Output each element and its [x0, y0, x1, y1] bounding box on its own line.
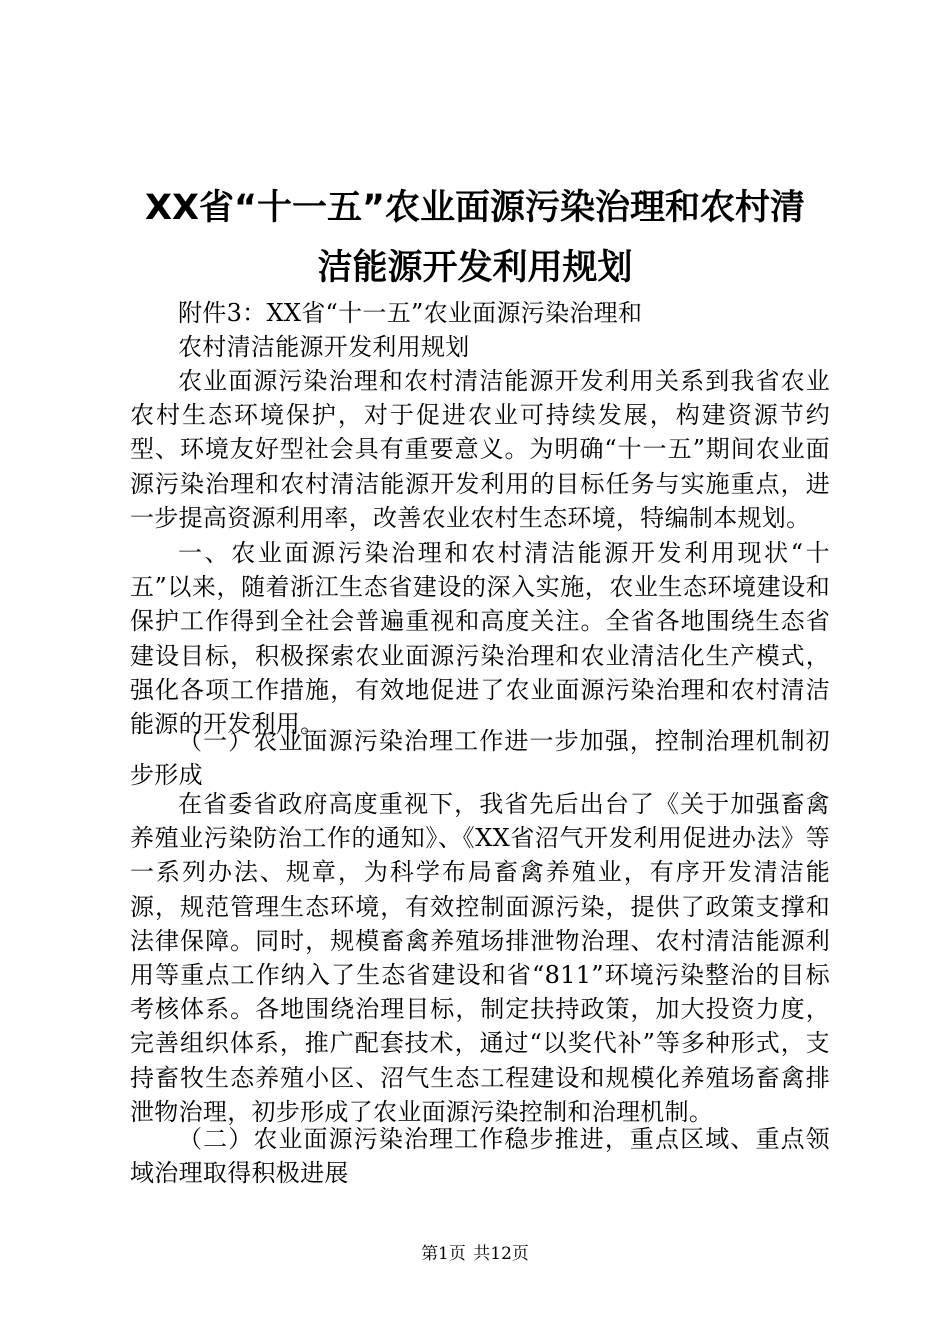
paragraph-intro: 农业面源污染治理和农村清洁能源开发利用关系到我省农业农村生态环境保护，对于促进农业可持续发展，构建资源节约型、环境友好型社会具有重要意义。为明确“十一五”期间农业面源污染治理和农村清洁能源开发利用的目标任务与实施重点，进一步提高资源利用率，改善农业农村生态环境，特编制本规划。: [130, 367, 830, 532]
document-title-line-1: XX省“十一五”农业面源污染治理和农村清: [145, 188, 805, 228]
paragraph-section-one: 一、农业面源污染治理和农村清洁能源开发利用现状“十五”以来，随着浙江生态省建设的深入实施，农业生态环境建设和保护工作得到全社会普遍重视和高度关注。全省各地围绕生态省建设目标，积极探索农业面源污染治理和农业清洁化生产模式，强化各项工作措施，有效地促进了农业面源污染治理和农村清洁能源的开发利用。: [130, 539, 830, 739]
document-title-line-2: 洁能源开发利用规划: [317, 248, 633, 288]
paragraph-subheading-one: （一）农业面源污染治理工作进一步加强，控制治理机制初步形成: [130, 727, 830, 790]
paragraph-subheading-two: （二）农业面源污染治理工作稳步推进，重点区域、重点领域治理取得积极进展: [130, 1125, 830, 1188]
page-footer: 第1页 共12页: [421, 1244, 529, 1264]
annex-line-1: 附件3：XX省“十一五”农业面源污染治理和: [178, 299, 643, 327]
annex-line-2: 农村清洁能源开发利用规划: [178, 333, 470, 361]
paragraph-policy: 在省委省政府高度重视下，我省先后出台了《关于加强畜禽养殖业污染防治工作的通知》、《XX省沼气开发利用促进办法》等一系列办法、规章，为科学布局畜禽养殖业，有序开发清洁能源，规范管理生态环境，有效控制面源污染，提供了政策支撑和法律保障。同时，规模畜禽养殖场排泄物治理、农村清洁能源利用等重点工作纳入了生态省建设和省“811”环境污染整治的目标考核体系。各地围绕治理目标，制定扶持政策，加大投资力度，完善组织体系，推广配套技术，通过“以奖代补”等多种形式，支持畜牧生态养殖小区、沼气生态工程建设和规模化养殖场畜禽排泄物治理，初步形成了农业面源污染控制和治理机制。: [130, 790, 830, 1126]
